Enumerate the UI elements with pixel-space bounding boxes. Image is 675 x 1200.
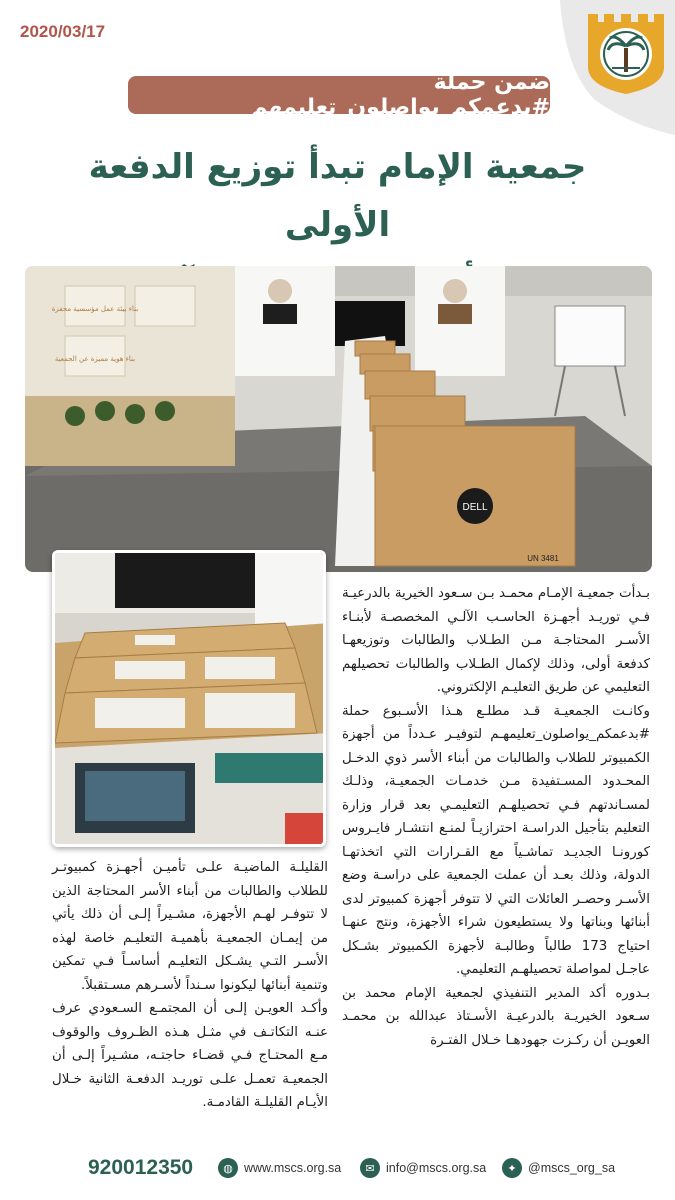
article-column-right — [342, 582, 650, 1052]
box-label: UN 3481 — [527, 554, 559, 563]
website-link[interactable] — [218, 1158, 341, 1178]
article-column-left — [52, 856, 328, 1115]
article-paragraph-4: القليلـة الماضيـة علـى تأميـن أجهـزة كمبيوتـر للطلاب والطالبات من أبناء الأسر المحتاجة الذين لا تتوفـر لهـم الأجهزة، مشـيراً إلـى أن ذلك يأتي من إيمـان الجمعيـة بأهميـة التعليـم خاصة لهذه الأسـر التـي يشـكل التعليـم أساسـاً فـي تمكين وتنمية أبنائها ليكونوا سـنداً لأسـرهم مسـتقبلاً. — [52, 860, 328, 993]
box-brand-logo: DELL — [462, 502, 488, 513]
title-line-1: جمعية الإمام تبدأ توزيع الدفعة الأولى — [88, 147, 587, 245]
email-link[interactable] — [360, 1158, 486, 1178]
website-text: www.mscs.org.sa — [244, 1161, 342, 1175]
twitter-link[interactable] — [502, 1158, 615, 1178]
phone-number[interactable]: 920012350 — [88, 1156, 194, 1179]
article-paragraph-5: وأكـد العويـن إلـى أن المجتمـع السـعودي عرف عنـه التكاتـف في مثـل هـذه الظـروف والوقوف مـع المحتـاج فـي قضـاء حاجتـه، مشـيراً إلـى أن الجمعيـة تعمـل علـى توريـد الدفعـة الثانية خـلال الأيـام القليلـة القادمـة. — [52, 1001, 328, 1110]
email-text: info@mscs.org.sa — [386, 1161, 487, 1175]
article-paragraph-3: بـدوره أكد المدير التنفيذي لجمعية الإمام محمد بن سـعود الخيريـة بالدرعيـة الأسـتاذ عبدالله بن محمـد العويـن أن ركـزت جهودهـا خـلال الفتـرة — [342, 985, 650, 1048]
article-paragraph-1: بـدأت جمعيـة الإمـام محمـد بـن سـعود الخيرية بالدرعيـة فـي توريـد أجهـزة الحاسـب الآلـي المخصصـة لأبنـاء الأسـر المحتاجـة مـن الطـلاب والطالبات وتوزيعهـا كدفعة أولى، وذلك لإكمال الطـلاب والطالبات تحصيلهم التعليمي عن طريق التعليـم الإلكتروني. — [342, 586, 650, 695]
article-paragraph-2: وكانـت الجمعيـة قـد مطلـع هـذا الأسـبوع حملة #بدعمكم_يواصلون_تعليمهـم لتوفيـر عـدداً من أجهزة الكمبيوتر للطلاب والطالبات من أبناء الأسر ذوي الدخـل المحـدود المسـتفيدة مـن خدمـات الجمعيـة، وذلـك لمسـاندتهم فـي تحصيلهـم التعليمـي بعد قرار وزارة التعليم بتأجيل الدراسـة احترازيـاً لمنـع انتشـار فايـروس كورونـا الجديـد تماشـياً مع القـرارات التي اتخذتهـا الدولة، وذلك بعـد أن عملت الجمعية على دراسـة وضع الأسـر وحصـر العائلات التي لا تتوفر أجهزة كمبيوتر لدى أبنائها وبناتها ولا يستطيعون شراء الأجهزة، ونتج عنهـا احتياج 173 طالباً وطالبـة لأجهزة الكمبيوتر بشـكل عاجـل لمواصلة تحصيلهـم التعليمي. — [342, 703, 650, 977]
mail-icon: ✉ — [360, 1158, 380, 1178]
twitter-icon: ✦ — [502, 1158, 522, 1178]
twitter-text: @mscs_org_sa — [528, 1161, 616, 1175]
campaign-banner: ضمن حملة #بدعمكم_يواصلون_تعليمهم — [128, 76, 550, 114]
poster-text-1: بناء بيئة عمل مؤسسية محفزة — [51, 305, 139, 313]
post-date: 2020/03/17 — [20, 22, 106, 41]
poster-text-2: بناء هوية مميزة عن الجمعية — [54, 355, 136, 363]
photo-computer-boxes-hall — [25, 266, 652, 572]
globe-icon: ◍ — [218, 1158, 238, 1178]
photo-boxes-closeup — [52, 550, 326, 847]
